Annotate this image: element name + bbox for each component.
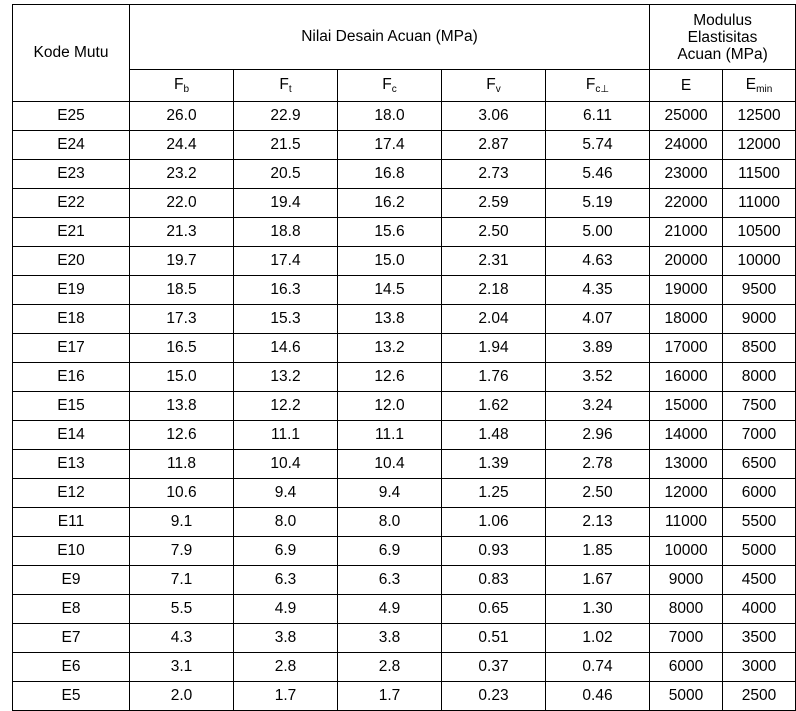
value-cell: 6000: [650, 653, 723, 682]
value-cell: 3.8: [338, 624, 442, 653]
value-cell: 0.93: [442, 537, 546, 566]
table-row: [13, 189, 796, 218]
table-row: [13, 334, 796, 363]
value-cell: 1.30: [546, 595, 650, 624]
table-row: [13, 276, 796, 305]
table-row: [13, 392, 796, 421]
value-cell: 2.31: [442, 247, 546, 276]
value-cell: 5000: [723, 537, 796, 566]
value-cell: 17.3: [130, 305, 234, 334]
value-cell: 5500: [723, 508, 796, 537]
header-modulus-line-2: Elastisitas: [687, 28, 758, 46]
value-cell: 0.37: [442, 653, 546, 682]
column-symbol: F: [585, 76, 596, 93]
value-cell: 4000: [723, 595, 796, 624]
value-cell: 10000: [723, 247, 796, 276]
grade-code-cell: E14: [13, 421, 130, 450]
column-header-0: [130, 70, 234, 102]
grade-code-cell: E13: [13, 450, 130, 479]
table-row: [13, 218, 796, 247]
value-cell: 6.9: [234, 537, 338, 566]
grade-code-cell: E11: [13, 508, 130, 537]
value-cell: 0.65: [442, 595, 546, 624]
table-row: [13, 682, 796, 711]
table-row: [13, 305, 796, 334]
value-cell: 6.11: [546, 102, 650, 131]
value-cell: 6.9: [338, 537, 442, 566]
value-cell: 2.04: [442, 305, 546, 334]
value-cell: 12.6: [338, 363, 442, 392]
grade-code-cell: E19: [13, 276, 130, 305]
value-cell: 16.5: [130, 334, 234, 363]
value-cell: 2.96: [546, 421, 650, 450]
value-cell: 4.35: [546, 276, 650, 305]
column-header-2: [338, 70, 442, 102]
value-cell: 14.5: [338, 276, 442, 305]
value-cell: 16000: [650, 363, 723, 392]
value-cell: 11.1: [234, 421, 338, 450]
value-cell: 1.06: [442, 508, 546, 537]
value-cell: 7.9: [130, 537, 234, 566]
grade-code-cell: E6: [13, 653, 130, 682]
value-cell: 5.74: [546, 131, 650, 160]
value-cell: 9500: [723, 276, 796, 305]
value-cell: 7.1: [130, 566, 234, 595]
value-cell: 1.94: [442, 334, 546, 363]
value-cell: 3.06: [442, 102, 546, 131]
value-cell: 15000: [650, 392, 723, 421]
grade-code-cell: E23: [13, 160, 130, 189]
grade-code-cell: E25: [13, 102, 130, 131]
table-row: [13, 421, 796, 450]
value-cell: 1.62: [442, 392, 546, 421]
value-cell: 9.4: [338, 479, 442, 508]
table-row: [13, 247, 796, 276]
grade-code-cell: E10: [13, 537, 130, 566]
value-cell: 1.7: [338, 682, 442, 711]
table-row: [13, 131, 796, 160]
value-cell: 2.8: [338, 653, 442, 682]
value-cell: 12000: [650, 479, 723, 508]
value-cell: 16.2: [338, 189, 442, 218]
value-cell: 19.4: [234, 189, 338, 218]
value-cell: 20.5: [234, 160, 338, 189]
value-cell: 9.1: [130, 508, 234, 537]
value-cell: 16.3: [234, 276, 338, 305]
grade-code-cell: E12: [13, 479, 130, 508]
column-header-3: [442, 70, 546, 102]
table-body: [13, 102, 796, 711]
value-cell: 3.8: [234, 624, 338, 653]
value-cell: 5.46: [546, 160, 650, 189]
value-cell: 5000: [650, 682, 723, 711]
value-cell: 5.19: [546, 189, 650, 218]
column-symbol: F: [279, 76, 289, 93]
value-cell: 2.50: [546, 479, 650, 508]
table-row: [13, 363, 796, 392]
value-cell: 12.0: [338, 392, 442, 421]
value-cell: 23.2: [130, 160, 234, 189]
column-symbol: E: [745, 76, 757, 93]
value-cell: 15.3: [234, 305, 338, 334]
value-cell: 17.4: [234, 247, 338, 276]
header-nilai-desain: Nilai Desain Acuan (MPa): [130, 5, 650, 70]
value-cell: 13.2: [338, 334, 442, 363]
value-cell: 2.87: [442, 131, 546, 160]
grade-code-cell: E17: [13, 334, 130, 363]
column-subscript: c⊥: [595, 84, 610, 95]
value-cell: 15.0: [130, 363, 234, 392]
grade-code-cell: E22: [13, 189, 130, 218]
table-row: [13, 479, 796, 508]
value-cell: 2.13: [546, 508, 650, 537]
value-cell: 11500: [723, 160, 796, 189]
value-cell: 2500: [723, 682, 796, 711]
value-cell: 8000: [723, 363, 796, 392]
value-cell: 22.9: [234, 102, 338, 131]
column-symbol: E: [680, 76, 692, 94]
value-cell: 14.6: [234, 334, 338, 363]
value-cell: 11000: [650, 508, 723, 537]
value-cell: 25000: [650, 102, 723, 131]
grade-code-cell: E9: [13, 566, 130, 595]
value-cell: 18.8: [234, 218, 338, 247]
value-cell: 19.7: [130, 247, 234, 276]
value-cell: 2.18: [442, 276, 546, 305]
value-cell: 5.00: [546, 218, 650, 247]
table-row: [13, 595, 796, 624]
value-cell: 3.1: [130, 653, 234, 682]
table-row: [13, 160, 796, 189]
column-symbol: F: [382, 76, 392, 93]
value-cell: 10.6: [130, 479, 234, 508]
value-cell: 2.8: [234, 653, 338, 682]
value-cell: 2.73: [442, 160, 546, 189]
grade-code-cell: E18: [13, 305, 130, 334]
value-cell: 2.50: [442, 218, 546, 247]
value-cell: 1.67: [546, 566, 650, 595]
value-cell: 11.8: [130, 450, 234, 479]
value-cell: 11.1: [338, 421, 442, 450]
value-cell: 1.48: [442, 421, 546, 450]
value-cell: 9000: [650, 566, 723, 595]
header-modulus: [650, 5, 796, 70]
value-cell: 3.52: [546, 363, 650, 392]
value-cell: 17000: [650, 334, 723, 363]
value-cell: 10000: [650, 537, 723, 566]
value-cell: 6500: [723, 450, 796, 479]
value-cell: 1.85: [546, 537, 650, 566]
column-symbol: F: [486, 76, 496, 93]
value-cell: 12.2: [234, 392, 338, 421]
value-cell: 0.83: [442, 566, 546, 595]
timber-grade-table: [12, 4, 796, 711]
value-cell: 21.5: [234, 131, 338, 160]
value-cell: 0.46: [546, 682, 650, 711]
grade-code-cell: E8: [13, 595, 130, 624]
value-cell: 6.3: [338, 566, 442, 595]
value-cell: 10500: [723, 218, 796, 247]
header-row-primary: [13, 5, 796, 70]
grade-code-cell: E5: [13, 682, 130, 711]
value-cell: 2.78: [546, 450, 650, 479]
value-cell: 7000: [723, 421, 796, 450]
value-cell: 24.4: [130, 131, 234, 160]
header-row-symbols: [13, 70, 796, 102]
grade-code-cell: E16: [13, 363, 130, 392]
value-cell: 6.3: [234, 566, 338, 595]
value-cell: 10.4: [338, 450, 442, 479]
value-cell: 13.2: [234, 363, 338, 392]
column-header-5: [650, 70, 723, 102]
value-cell: 13.8: [338, 305, 442, 334]
table-row: [13, 102, 796, 131]
column-subscript: b: [183, 84, 190, 95]
value-cell: 3.24: [546, 392, 650, 421]
table-row: [13, 624, 796, 653]
column-header-1: [234, 70, 338, 102]
grade-code-cell: E21: [13, 218, 130, 247]
table-row: [13, 653, 796, 682]
value-cell: 0.23: [442, 682, 546, 711]
value-cell: 18000: [650, 305, 723, 334]
value-cell: 13.8: [130, 392, 234, 421]
value-cell: 21.3: [130, 218, 234, 247]
value-cell: 13000: [650, 450, 723, 479]
value-cell: 6000: [723, 479, 796, 508]
table-row: [13, 508, 796, 537]
value-cell: 4.3: [130, 624, 234, 653]
value-cell: 23000: [650, 160, 723, 189]
column-header-6: [723, 70, 796, 102]
value-cell: 9000: [723, 305, 796, 334]
value-cell: 12.6: [130, 421, 234, 450]
value-cell: 9.4: [234, 479, 338, 508]
value-cell: 20000: [650, 247, 723, 276]
header-kode-mutu: Kode Mutu: [13, 5, 130, 102]
grade-code-cell: E20: [13, 247, 130, 276]
grade-code-cell: E15: [13, 392, 130, 421]
column-subscript: t: [288, 84, 292, 95]
header-modulus-line-1: Modulus: [693, 11, 752, 29]
column-header-4: [546, 70, 650, 102]
value-cell: 0.74: [546, 653, 650, 682]
value-cell: 7000: [650, 624, 723, 653]
value-cell: 0.51: [442, 624, 546, 653]
header-modulus-line-3: Acuan (MPa): [677, 45, 768, 63]
grade-code-cell: E24: [13, 131, 130, 160]
value-cell: 8.0: [338, 508, 442, 537]
value-cell: 8.0: [234, 508, 338, 537]
value-cell: 2.0: [130, 682, 234, 711]
value-cell: 3000: [723, 653, 796, 682]
grade-code-cell: E7: [13, 624, 130, 653]
value-cell: 19000: [650, 276, 723, 305]
table-row: [13, 450, 796, 479]
column-symbol: F: [173, 76, 184, 93]
value-cell: 1.76: [442, 363, 546, 392]
value-cell: 1.7: [234, 682, 338, 711]
value-cell: 7500: [723, 392, 796, 421]
table-row: [13, 537, 796, 566]
value-cell: 3500: [723, 624, 796, 653]
value-cell: 4.07: [546, 305, 650, 334]
value-cell: 5.5: [130, 595, 234, 624]
value-cell: 1.39: [442, 450, 546, 479]
value-cell: 4.9: [234, 595, 338, 624]
value-cell: 14000: [650, 421, 723, 450]
value-cell: 4.63: [546, 247, 650, 276]
value-cell: 10.4: [234, 450, 338, 479]
value-cell: 17.4: [338, 131, 442, 160]
column-subscript: v: [495, 84, 501, 95]
value-cell: 22.0: [130, 189, 234, 218]
column-subscript: c: [391, 84, 397, 95]
value-cell: 18.0: [338, 102, 442, 131]
value-cell: 12000: [723, 131, 796, 160]
value-cell: 16.8: [338, 160, 442, 189]
value-cell: 18.5: [130, 276, 234, 305]
value-cell: 4.9: [338, 595, 442, 624]
column-subscript: min: [756, 84, 773, 95]
value-cell: 21000: [650, 218, 723, 247]
value-cell: 15.0: [338, 247, 442, 276]
value-cell: 3.89: [546, 334, 650, 363]
value-cell: 12500: [723, 102, 796, 131]
value-cell: 11000: [723, 189, 796, 218]
value-cell: 8000: [650, 595, 723, 624]
value-cell: 22000: [650, 189, 723, 218]
value-cell: 8500: [723, 334, 796, 363]
value-cell: 2.59: [442, 189, 546, 218]
value-cell: 26.0: [130, 102, 234, 131]
table-row: [13, 566, 796, 595]
value-cell: 1.25: [442, 479, 546, 508]
value-cell: 24000: [650, 131, 723, 160]
value-cell: 1.02: [546, 624, 650, 653]
value-cell: 4500: [723, 566, 796, 595]
value-cell: 15.6: [338, 218, 442, 247]
